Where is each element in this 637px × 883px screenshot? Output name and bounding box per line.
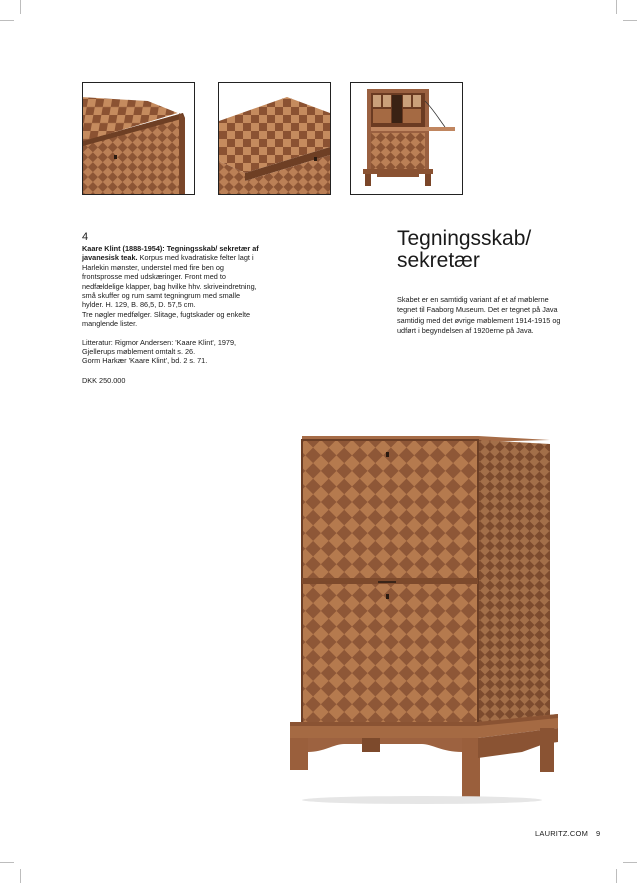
literature-line-1: Litteratur: Rigmor Andersen: 'Kaare Klint', 1979, Gjellerups møblement omtalt s. 26. bbox=[82, 337, 237, 357]
lot-description-block bbox=[82, 231, 260, 385]
crop-mark-top-right bbox=[616, 0, 617, 14]
crop-mark-bottom-left bbox=[20, 869, 21, 883]
lot-heading: Kaare Klint (1888-1954): Tegningsskab/ sekretær af javanesisk teak. bbox=[82, 244, 259, 263]
crop-mark-top-left-h bbox=[0, 20, 14, 21]
cabinet-main-photo[interactable] bbox=[282, 432, 564, 806]
lot-number: 4 bbox=[82, 231, 89, 243]
lot-condition: Tre nøgler medfølger. Slitage, fugtskader og enkelte manglende lister. bbox=[82, 309, 251, 329]
page-number: 9 bbox=[596, 829, 601, 838]
lot-description bbox=[82, 244, 260, 329]
article-intro: Skabet er en samtidig variant af et af møblerne tegnet til Faaborg Museum. Det er tegnet på Java samtidig med det øvrige møblement 1914-1915 og udført i begyndelsen af 1920erne på Java. bbox=[397, 295, 561, 336]
lot-price: DKK 250.000 bbox=[82, 375, 126, 385]
thumbnail-open-cabinet[interactable] bbox=[350, 82, 463, 195]
literature-line-2: Gorm Harkær 'Kaare Klint', bd. 2 s. 71. bbox=[82, 356, 208, 366]
page-footer bbox=[535, 829, 600, 838]
literature bbox=[82, 338, 260, 366]
footer-site[interactable]: LAURITZ.COM bbox=[535, 829, 589, 838]
title-line-2: sekretær bbox=[397, 249, 480, 272]
lot-body: Korpus med kvadratiske felter lagt i Harlekin mønster, understel med fire ben og frontsprosse med udskæringer. Front med to nedfældelige klapper, bag hvilke hhv. skriveindretning, små skuffer og rum samt tegningrum med smalle hylder. H. 129, B. 86,5, D. 57,5 cm. bbox=[82, 253, 257, 310]
crop-mark-top-left bbox=[20, 0, 21, 14]
thumbnail-top-surface-detail[interactable] bbox=[218, 82, 331, 195]
thumbnail-corner-detail[interactable] bbox=[82, 82, 195, 195]
crop-mark-bottom-right-h bbox=[623, 862, 637, 863]
crop-mark-bottom-right bbox=[616, 869, 617, 883]
title-line-1: Tegningsskab/ bbox=[397, 227, 532, 250]
crop-mark-top-right-h bbox=[623, 20, 637, 21]
crop-mark-bottom-left-h bbox=[0, 862, 14, 863]
article-title bbox=[397, 228, 577, 272]
